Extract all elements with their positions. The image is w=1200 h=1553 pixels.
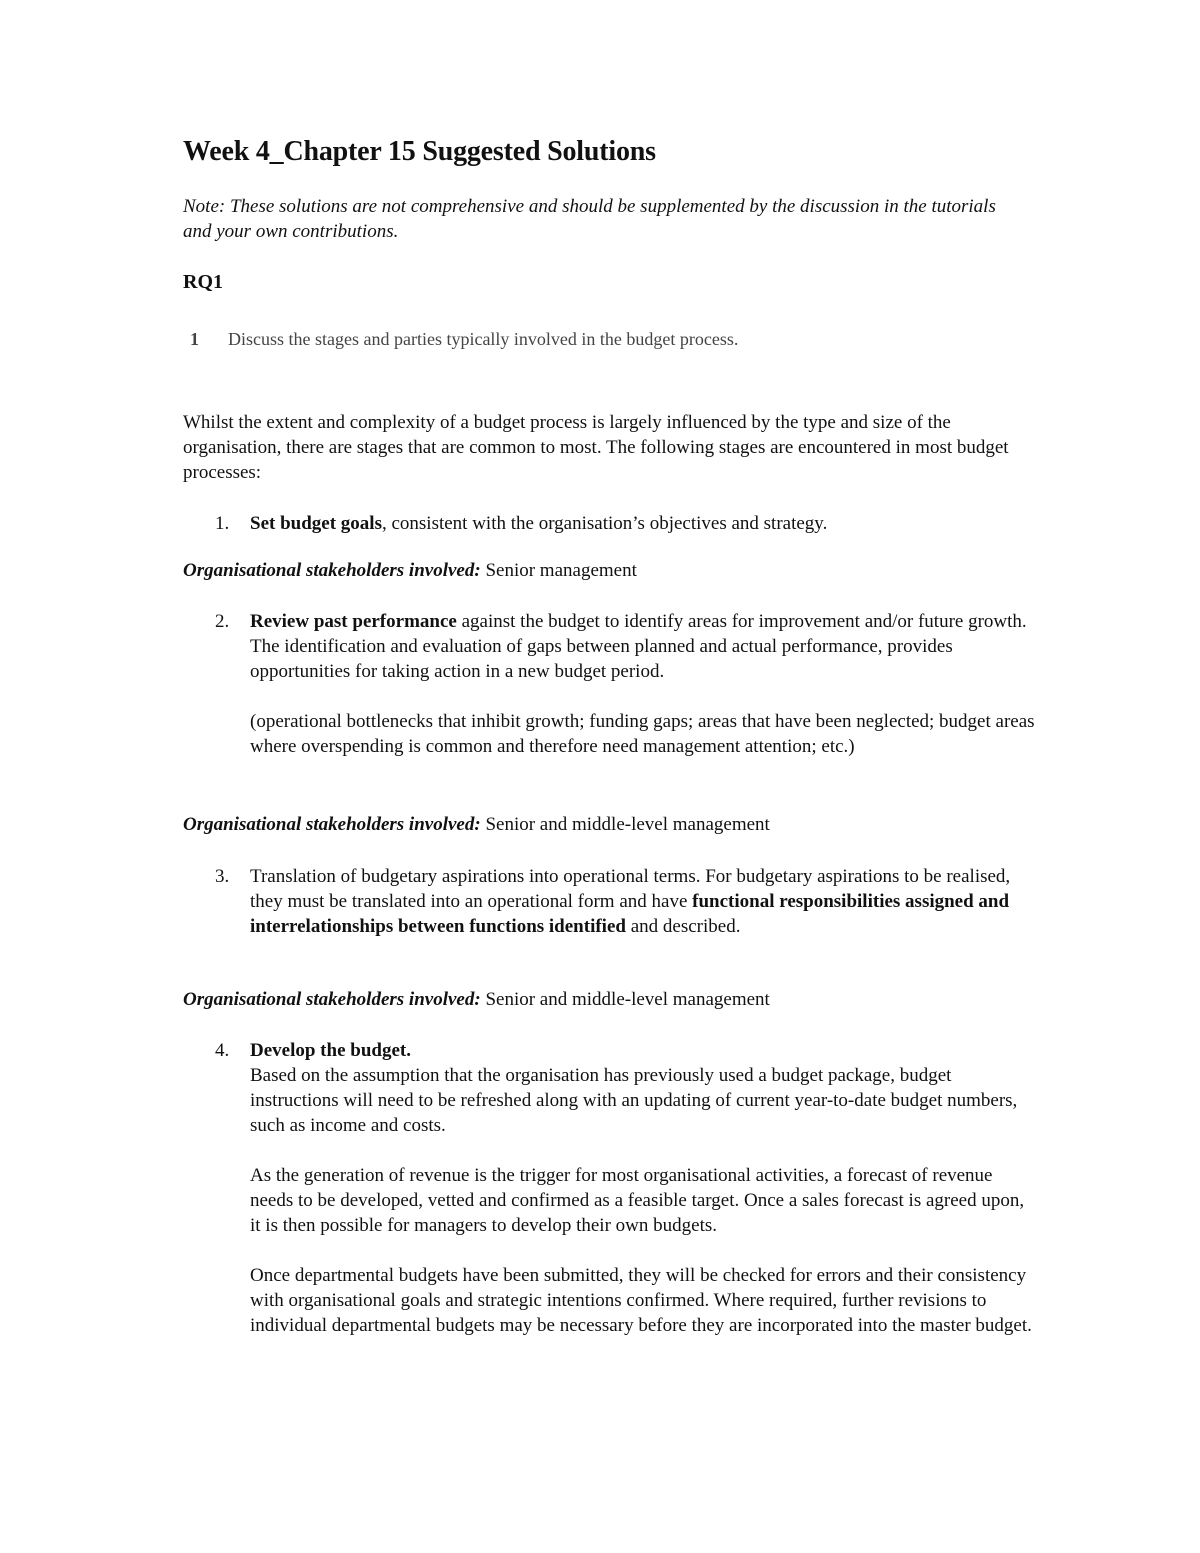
list-item-body (250, 1038, 1035, 1338)
stakeholders-label: Organisational stakeholders involved: (183, 989, 481, 1010)
list-item-bold: Develop the budget. (250, 1040, 411, 1061)
stakeholders-value: Senior and middle-level management (485, 989, 770, 1010)
list-item-paragraph: As the generation of revenue is the trigger for most organisational activities, a forecast of revenue needs to be developed, vetted and confirmed as a feasible target. Once a sales forecast is agreed upon, it is then possible for managers to develop their own budgets. (250, 1165, 1025, 1236)
list-item-text: Translation of budgetary aspirations into operational terms. For budgetary aspirations to be realised, they must be translated into an operational form and have (250, 866, 1011, 912)
list-item-body (250, 864, 1035, 939)
intro-paragraph: Whilst the extent and complexity of a budget process is largely influenced by the type and size of the organisation, there are stages that are common to most. The following stages are encountered in most budget processes: (183, 412, 1009, 483)
stakeholders-line (183, 987, 1013, 1012)
stakeholders-line (183, 558, 1013, 583)
list-item-paragraph: (operational bottlenecks that inhibit growth; funding gaps; areas that have been neglected; budget areas where overspending is common and therefore need management attention; etc.) (250, 711, 1035, 757)
stakeholders-value: Senior and middle-level management (485, 814, 770, 835)
list-item-text-end: and described. (625, 916, 741, 937)
list-item-body (250, 609, 1035, 759)
stakeholders-label: Organisational stakeholders involved: (183, 560, 481, 581)
list-item-bold: functional responsibilities assigned and interrelationships between functions identified (250, 891, 1010, 937)
question-block (190, 324, 750, 354)
question-text: Discuss the stages and parties typically involved in the budget process. (228, 329, 739, 349)
list-item-paragraph: Based on the assumption that the organisation has previously used a budget package, budget instructions will need to be refreshed along with an updating of current year-to-date budget numbers, such as income and costs. (250, 1065, 1018, 1136)
list-item-body (250, 511, 1035, 536)
page-title: Week 4_Chapter 15 Suggested Solutions (183, 136, 656, 167)
list-item (215, 511, 1035, 536)
question-number: 1 (190, 329, 199, 349)
note-paragraph: Note: These solutions are not comprehensive and should be supplemented by the discussion in the tutorials and your own contributions. (183, 196, 996, 242)
list-item-paragraph: Once departmental budgets have been submitted, they will be checked for errors and their consistency with organisational goals and strategic intentions confirmed. Where required, further revisions to individual departmental budgets may be necessary before they are incorporated into the master budget. (250, 1265, 1032, 1336)
list-item-text: against the budget to identify areas for improvement and/or future growth. The identification and evaluation of gaps between planned and actual performance, provides opportunities for taking action in a new budget period. (250, 611, 1027, 682)
stakeholders-value: Senior management (485, 560, 637, 581)
list-item (215, 609, 1035, 759)
stakeholders-line (183, 812, 1013, 837)
section-heading: RQ1 (183, 271, 223, 293)
list-item-number: 1. (215, 513, 230, 534)
list-item-bold: Set budget goals (250, 513, 382, 534)
list-item-text: , consistent with the organisation’s objectives and strategy. (381, 513, 828, 534)
list-item-number: 4. (215, 1040, 230, 1061)
list-item (215, 1038, 1035, 1338)
list-item-number: 2. (215, 611, 230, 632)
list-item-number: 3. (215, 866, 230, 887)
list-item-bold: Review past performance (250, 611, 457, 632)
list-item (215, 864, 1035, 939)
stakeholders-label: Organisational stakeholders involved: (183, 814, 481, 835)
